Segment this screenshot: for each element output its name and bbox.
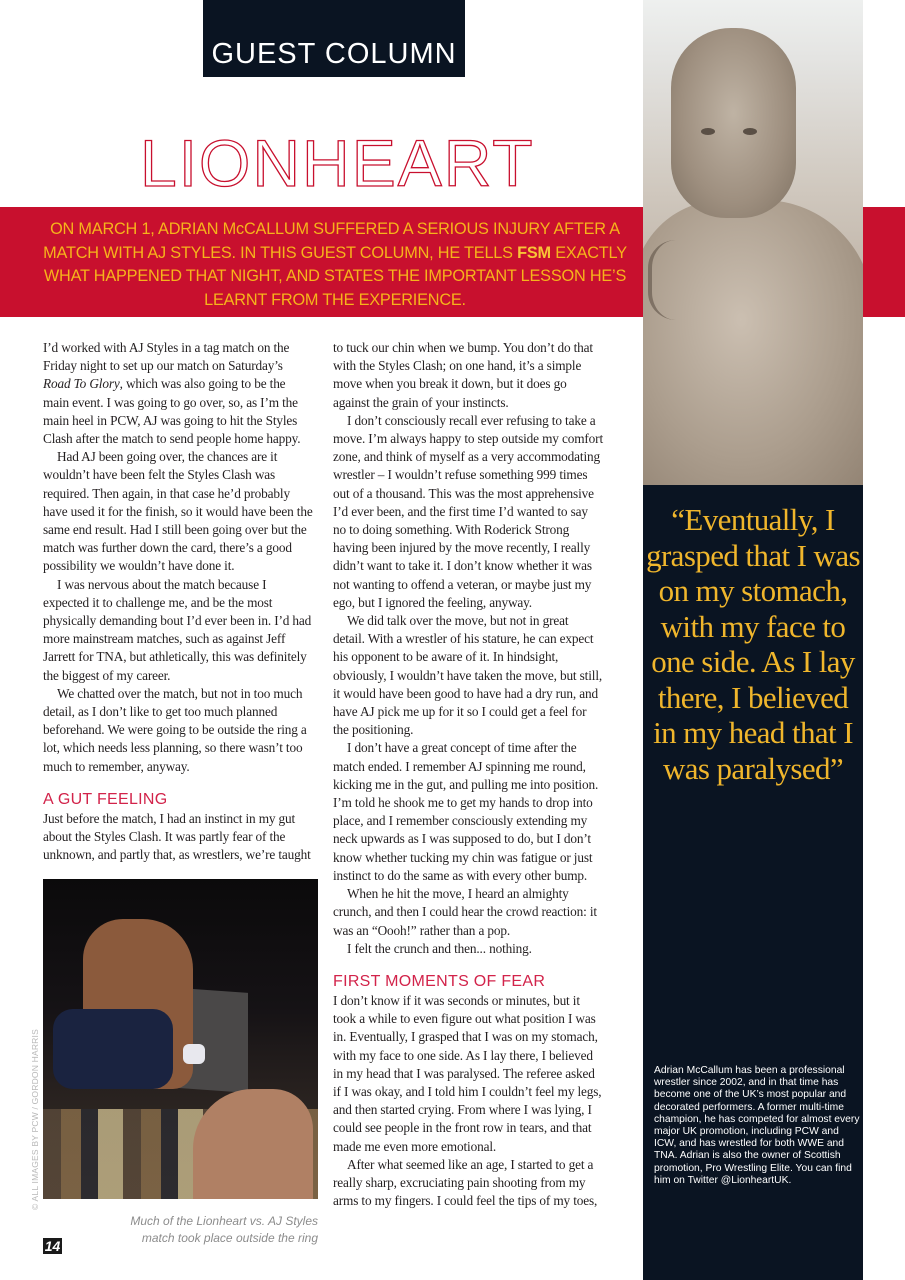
paragraph: I don’t consciously recall ever refusing to take a move. I’m always happy to step outside my comfort zone, and think of myself as a very accommodating wrestler – I wouldn’t refuse something 999 times out of a thousand. This was the most apprehensive I’d ever been, and the first time I’d wanted to say no to doing something. With Roderick Strong having been injured by the move recently, I really didn’t want to take it. I don’t know whether it was not wanting to offend a veteran, or maybe just my ego, but I ignored the feeling, anyway.: [333, 412, 603, 610]
article-column-1: [43, 339, 313, 864]
subheading: A GUT FEELING: [43, 790, 168, 808]
photo-wrestler-lionheart: [193, 1089, 313, 1199]
paragraph: [43, 339, 313, 448]
photo-tights: [53, 1009, 173, 1089]
paragraph: We chatted over the match, but not in too much detail, as I don’t like to get too much planned beforehand. We were going to be outside the ring a lot, which needs less planning, so there wasn’t too much to remember, anyway.: [43, 685, 307, 774]
paragraph: to tuck our chin when we bump. You don’t do that with the Styles Clash; on one hand, it’s a simple move when you break it down, but it does go against the grain of your instincts.: [333, 340, 593, 410]
caption-line: match took place outside the ring: [141, 1231, 318, 1245]
standfirst-text: [40, 218, 630, 312]
text-run: , which was also going to be the main event. I was going to go over, so, as I’m the main heel in PCW, AJ was going to hit the Styles Clash after the match to send people home happy.: [43, 376, 301, 447]
portrait-eye: [701, 128, 715, 135]
portrait-eye: [743, 128, 757, 135]
pull-quote: “Eventually, I grasped that I was on my stomach, with my face to one side. As I lay there, I believed in my head that I was paralysed”: [646, 502, 860, 786]
match-photo: [43, 879, 318, 1199]
page-number: 14: [44, 1238, 61, 1254]
article-title: LIONHEART: [140, 126, 535, 200]
paragraph: After what seemed like an age, I started to get a really sharp, excruciating pain shooting from my arms to my fingers. I could feel the tips of my toes,: [333, 1156, 598, 1209]
article-column-2: [333, 339, 603, 1210]
photo-glove: [183, 1044, 205, 1064]
portrait-head: [671, 28, 796, 218]
text-run: I’d worked with AJ Styles in a tag match on the Friday night to set up our match on Saturday’s: [43, 340, 290, 374]
paragraph: We did talk over the move, but not in great detail. With a wrestler of his stature, he can expect his opponent to be aware of it. In hindsight, obviously, I wouldn’t have taken the move, but still, it would have been good to have had a dry run, and have AJ pick me up for it so I could get a feel for the positioning.: [333, 613, 603, 738]
standfirst-part: EXACTLY WHAT HAPPENED THAT NIGHT, AND STATES THE IMPORTANT LESSON HE’S LEARNT FROM THE EXPERIENCE.: [43, 243, 627, 309]
paragraph: When he hit the move, I heard an almighty crunch, and then I could hear the crowd reaction: it was an “Oooh!” rather than a pop.: [333, 886, 597, 938]
photo-credit: © ALL IMAGES BY PCW / GORDON HARRIS: [30, 1029, 40, 1210]
portrait-tattoo: [648, 240, 676, 320]
paragraph: I felt the crunch and then... nothing.: [347, 940, 532, 956]
brand-name: FSM: [517, 243, 551, 262]
author-portrait: [643, 0, 863, 485]
paragraph: Had AJ been going over, the chances are it wouldn’t have been felt the Styles Clash was required. Then again, in that case he’d probably have used it for the finish, so it would have been the same end result. Had I still been going over but the match was further down the card, there’s a good possibility we wouldn’t have done it.: [43, 449, 313, 574]
standfirst-part: ON MARCH 1, ADRIAN McCALLUM SUFFERED A SERIOUS INJURY AFTER A MATCH WITH AJ STYLES. IN THIS GUEST COLUMN, HE TELLS: [43, 220, 620, 262]
author-bio: Adrian McCallum has been a professional wrestler since 2002, and in that time has become one of the UK’s most popular and decorated performers. A former multi-time champion, he has competed for almost every major UK promotion, including PCW and ICW, and has wrestled for both WWE and TNA. Adrian is also the owner of Scottish promotion, Pro Wrestling Elite. You can find him on Twitter @LionheartUK.: [654, 1065, 860, 1186]
photo-caption: [80, 1213, 318, 1247]
paragraph: I don’t know if it was seconds or minutes, but it took a while to even figure out what position I was in. Eventually, I grasped that I was on my stomach, with my face to one side. As I lay there, I believed in my head that I was paralysed. The referee asked if I was okay, and I told him I couldn’t feel my legs, and then started crying. From where I was lying, I could see people in the front row in tears, and that made me even more emotional.: [333, 992, 602, 1154]
section-label: GUEST COLUMN: [211, 38, 457, 70]
section-label-box: [203, 0, 465, 77]
subheading: FIRST MOMENTS OF FEAR: [333, 972, 546, 990]
paragraph: Just before the match, I had an instinct in my gut about the Styles Clash. It was partly fear of the unknown, and partly that, as wrestlers, we’re taught: [43, 810, 311, 863]
pull-quote-panel: [643, 485, 863, 1280]
event-name: Road To Glory: [43, 376, 120, 392]
caption-line: Much of the Lionheart vs. AJ Styles: [130, 1214, 318, 1228]
portrait-torso: [643, 200, 863, 485]
paragraph: I was nervous about the match because I expected it to challenge me, and be the most physically demanding bout I’d ever been in. I’d had more mainstream matches, such as against Jeff Jarrett for TNA, but athletically, this was definitely the biggest of my career.: [43, 576, 312, 683]
paragraph: I don’t have a great concept of time after the match ended. I remember AJ spinning me round, kicking me in the gut, and pulling me into position. I’m told he shook me to get my hands to drop into place, and I remember consciously extending my neck upwards as I was supposed to do, but I don’t know whether tucking my chin was fatigue or just instinct to do the same as with every other bump.: [333, 740, 599, 883]
